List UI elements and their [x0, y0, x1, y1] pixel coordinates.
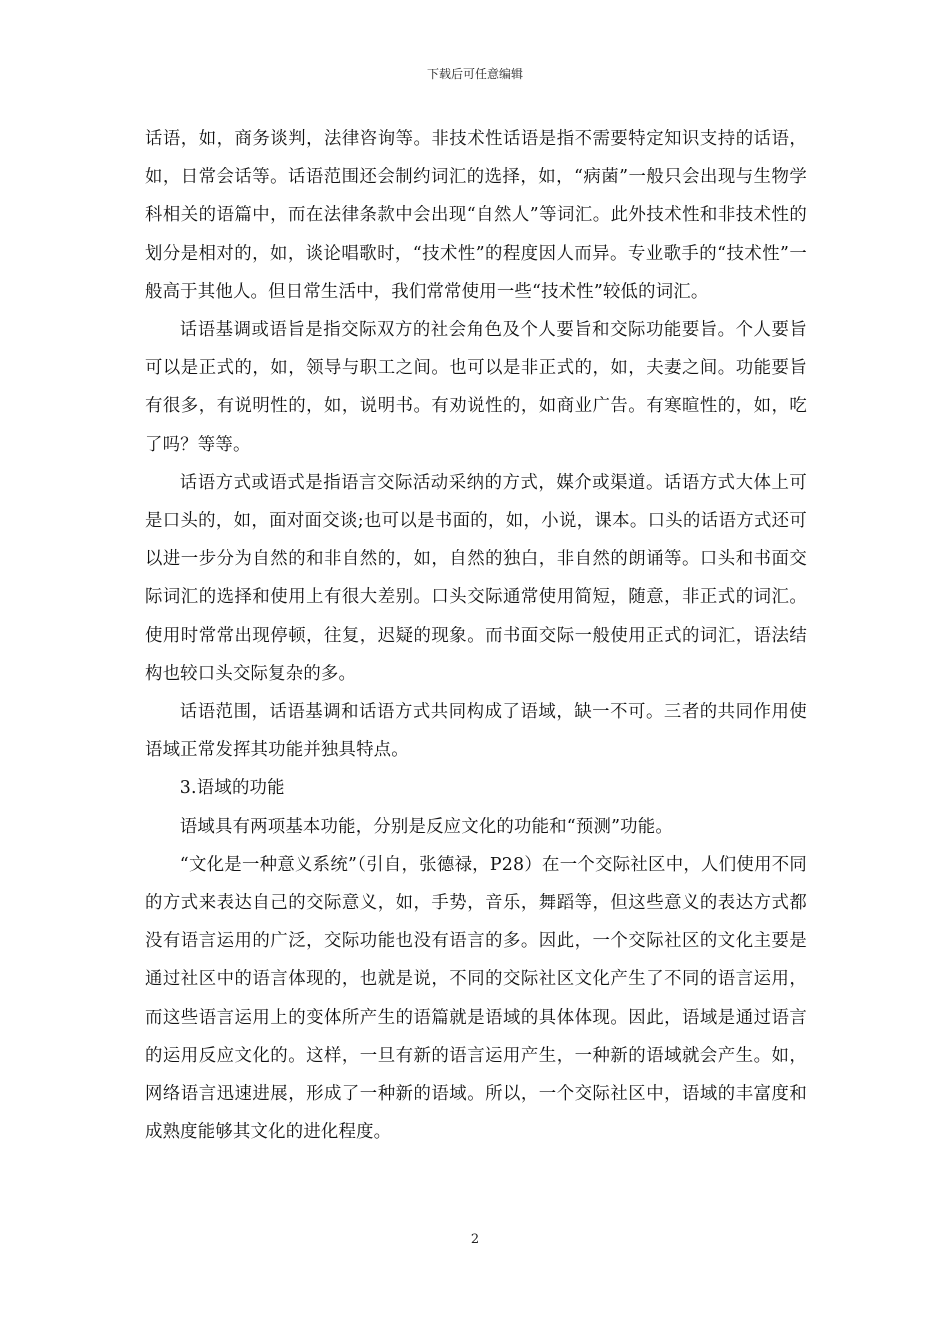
- paragraph-mode: 话语方式或语式是指语言交际活动采纳的方式，媒介或渠道。话语方式大体上可是口头的，如，面对面交谈;也可以是书面的，如，小说，课本。口头的话语方式还可以进一步分为自然的和非自然的，如，自然的独白，非自然的朗诵等。口头和书面交际词汇的选择和使用上有很大差别。口头交际通常使用简短，随意，非正式的词汇。使用时常常出现停顿，往复，迟疑的现象。而书面交际一般使用正式的词汇，语法结构也较口头交际复杂的多。: [145, 472, 807, 684]
- paragraph-register-components: 话语范围，话语基调和话语方式共同构成了语域，缺一不可。三者的共同作用使语域正常发挥其功能并独具特点。: [145, 702, 807, 761]
- document-body: [145, 120, 807, 1151]
- paragraph-technical-discourse: 话语，如，商务谈判，法律咨询等。非技术性话语是指不需要特定知识支持的话语，如，日常会话等。话语范围还会制约词汇的选择，如，“病菌”一般只会出现与生物学科相关的语篇中，而在法律条款中会出现“自然人”等词汇。此外技术性和非技术性的划分是相对的，如，谈论唱歌时，“技术性”的程度因人而异。专业歌手的“技术性”一般高于其他人。但日常生活中，我们常常使用一些“技术性”较低的词汇。: [145, 129, 807, 302]
- paragraph-culture-function: “文化是一种意义系统”（引自，张德禄，P28）在一个交际社区中，人们使用不同的方式来表达自己的交际意义，如，手势，音乐，舞蹈等，但这些意义的表达方式都没有语言运用的广泛，交际功能也没有语言的多。因此，一个交际社区的文化主要是通过社区中的语言体现的，也就是说，不同的交际社区文化产生了不同的语言运用，而这些语言运用上的变体所产生的语篇就是语域的具体体现。因此，语域是通过语言的运用反应文化的。这样，一旦有新的语言运用产生，一种新的语域就会产生。如，网络语言迅速进展，形成了一种新的语域。所以，一个交际社区中，语域的丰富度和成熟度能够其文化的进化程度。: [145, 854, 807, 1143]
- page-header: 下载后可任意编辑: [426, 67, 523, 81]
- page-number: 2: [470, 1232, 480, 1247]
- paragraph-tenor: 话语基调或语旨是指交际双方的社会角色及个人要旨和交际功能要旨。个人要旨可以是正式的，如，领导与职工之间。也可以是非正式的，如，夫妻之间。功能要旨有很多，有说明性的，如，说明书。有劝说性的，如商业广告。有寒暄性的，如，吃了吗？等等。: [145, 320, 807, 455]
- section-heading-register-functions: 3.语域的功能: [179, 778, 285, 799]
- paragraph-two-functions: 语域具有两项基本功能，分别是反应文化的功能和“预测”功能。: [179, 816, 673, 837]
